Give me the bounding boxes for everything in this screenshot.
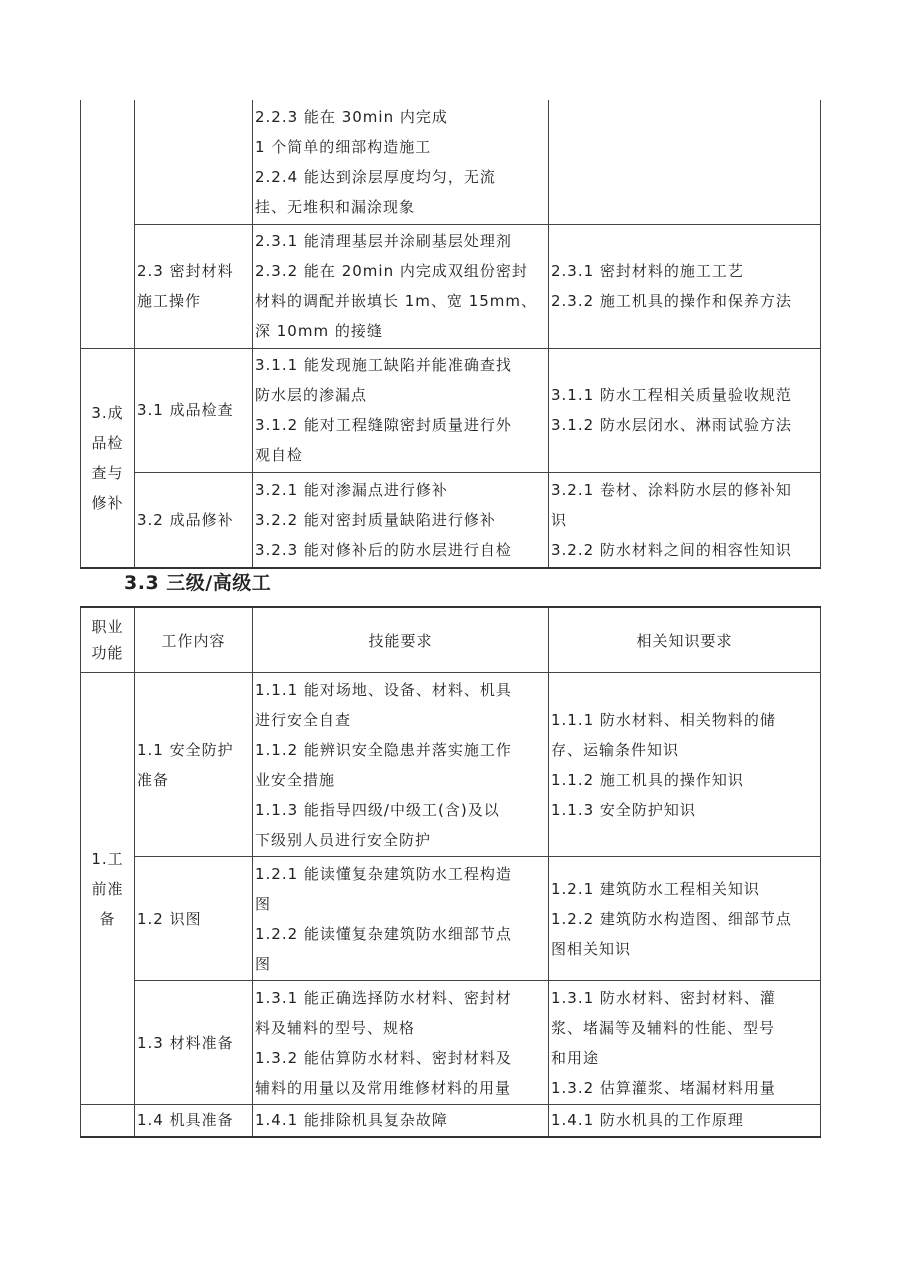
section-title: 3.3 三级/高级工 [124,572,272,594]
work-cell [135,100,253,224]
knowledge-cell: 2.3.1 密封材料的施工工艺 2.3.2 施工机具的操作和保养方法 [549,224,821,348]
knowledge-cell: 3.1.1 防水工程相关质量验收规范 3.1.2 防水层闭水、淋雨试验方法 [549,348,821,472]
table-header-row [81,607,821,673]
table-row [81,348,821,472]
func-cell: 3.成 品检 查与 修补 [81,348,135,568]
skills-cell: 2.2.3 能在 30min 内完成 1 个简单的细部构造施工 2.2.4 能达到涂层厚度均匀，无流 挂、无堆积和漏涂现象 [253,100,549,224]
knowledge-cell: 1.1.1 防水材料、相关物料的储 存、运输条件知识 1.1.2 施工机具的操作知识 1.1.3 安全防护知识 [549,673,821,857]
func-cell: 1.工 前准 备 [81,673,135,1105]
skills-cell: 1.2.1 能读懂复杂建筑防水工程构造 图 1.2.2 能读懂复杂建筑防水细部节点 图 [253,857,549,981]
knowledge-cell: 3.2.1 卷材、涂料防水层的修补知 识 3.2.2 防水材料之间的相容性知识 [549,472,821,568]
work-cell: 1.4 机具准备 [135,1105,253,1137]
knowledge-cell: 1.4.1 防水机具的工作原理 [549,1105,821,1137]
table-row [81,673,821,857]
work-cell: 2.3 密封材料 施工操作 [135,224,253,348]
func-cell [81,1105,135,1137]
upper-table [80,100,821,569]
header-work: 工作内容 [135,607,253,673]
table-row [81,981,821,1105]
lower-table [80,606,821,1138]
header-func: 职业 功能 [81,607,135,673]
table-row [81,100,821,224]
knowledge-cell [549,100,821,224]
table-row [81,224,821,348]
work-cell: 3.2 成品修补 [135,472,253,568]
header-knowledge: 相关知识要求 [549,607,821,673]
work-cell: 1.1 安全防护 准备 [135,673,253,857]
func-cell [81,100,135,348]
table-row [81,472,821,568]
skills-cell: 3.1.1 能发现施工缺陷并能准确查找 防水层的渗漏点 3.1.2 能对工程缝隙密封质量进行外 观自检 [253,348,549,472]
skills-cell: 1.4.1 能排除机具复杂故障 [253,1105,549,1137]
table-row [81,1105,821,1137]
header-skills: 技能要求 [253,607,549,673]
skills-cell: 2.3.1 能清理基层并涂刷基层处理剂 2.3.2 能在 20min 内完成双组份密封 材料的调配并嵌填长 1m、宽 15mm、 深 10mm 的接缝 [253,224,549,348]
table-row [81,857,821,981]
skills-cell: 1.1.1 能对场地、设备、材料、机具 进行安全自查 1.1.2 能辨识安全隐患并落实施工作 业安全措施 1.1.3 能指导四级/中级工(含)及以 下级别人员进行安全防护 [253,673,549,857]
work-cell: 1.2 识图 [135,857,253,981]
knowledge-cell: 1.3.1 防水材料、密封材料、灌 浆、堵漏等及辅料的性能、型号 和用途 1.3.2 估算灌浆、堵漏材料用量 [549,981,821,1105]
knowledge-cell: 1.2.1 建筑防水工程相关知识 1.2.2 建筑防水构造图、细部节点 图相关知识 [549,857,821,981]
skills-cell: 3.2.1 能对渗漏点进行修补 3.2.2 能对密封质量缺陷进行修补 3.2.3 能对修补后的防水层进行自检 [253,472,549,568]
skills-cell: 1.3.1 能正确选择防水材料、密封材 料及辅料的型号、规格 1.3.2 能估算防水材料、密封材料及 辅料的用量以及常用维修材料的用量 [253,981,549,1105]
work-cell: 3.1 成品检查 [135,348,253,472]
work-cell: 1.3 材料准备 [135,981,253,1105]
